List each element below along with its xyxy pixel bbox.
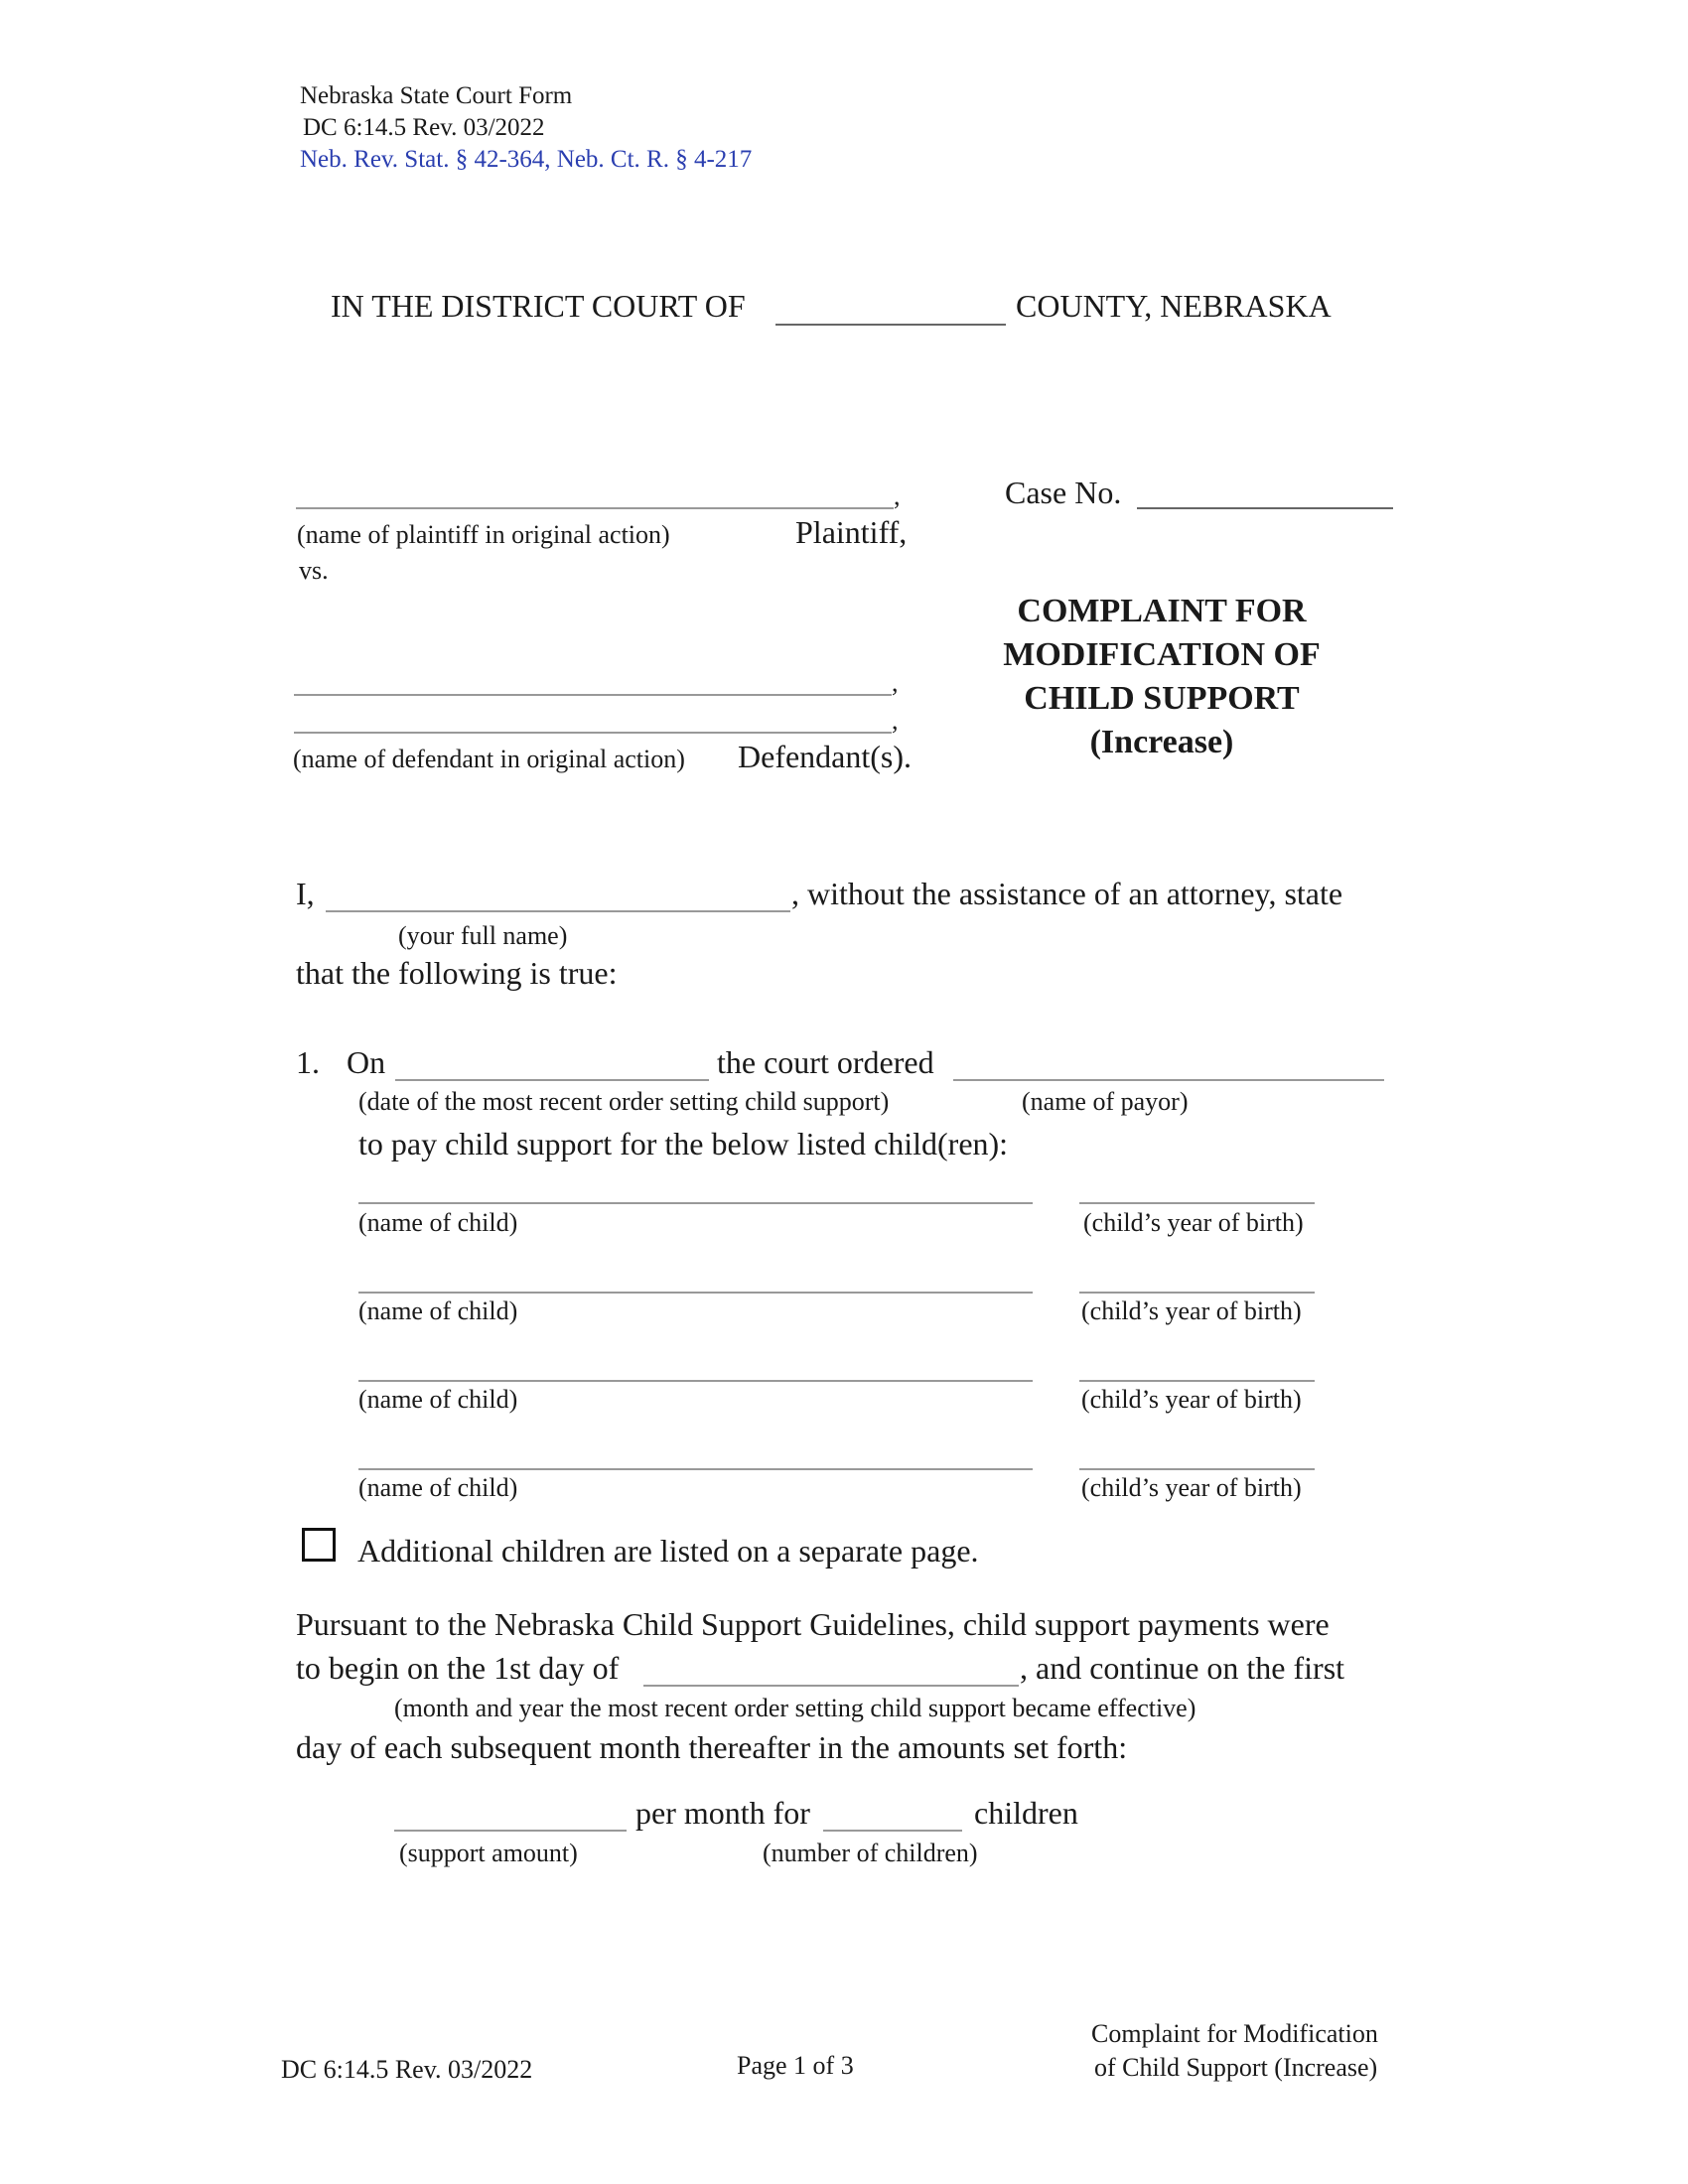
- effective-month-field[interactable]: [643, 1685, 1019, 1687]
- child-year-field-3[interactable]: [1079, 1380, 1315, 1382]
- child-name-hint-1: (name of child): [358, 1208, 518, 1237]
- defendant-comma-2: ,: [892, 706, 899, 735]
- child-name-field-2[interactable]: [358, 1292, 1033, 1294]
- defendant-hint: (name of defendant in original action): [293, 745, 685, 773]
- child-year-hint-2: (child’s year of birth): [1081, 1297, 1302, 1325]
- child-year-hint-1: (child’s year of birth): [1083, 1208, 1304, 1237]
- payor-hint: (name of payor): [1022, 1087, 1189, 1116]
- footer-title-1: Complaint for Modification: [1091, 2019, 1378, 2048]
- support-amount-field[interactable]: [394, 1830, 627, 1832]
- footer-page-number: Page 1 of 3: [737, 2051, 854, 2080]
- order-date-hint: (date of the most recent order setting child support): [358, 1087, 890, 1116]
- guidelines-line-1: Pursuant to the Nebraska Child Support Guidelines, child support payments were: [296, 1606, 1330, 1642]
- guidelines-line-2a: to begin on the 1st day of: [296, 1650, 620, 1686]
- child-year-field-4[interactable]: [1079, 1468, 1315, 1470]
- defendant-name-field-1[interactable]: [294, 694, 892, 696]
- vs-label: vs.: [299, 556, 329, 585]
- pay-text: to pay child support for the below listed child(ren):: [358, 1126, 1009, 1161]
- intro-continuation: that the following is true:: [296, 955, 618, 991]
- child-year-hint-4: (child’s year of birth): [1081, 1473, 1302, 1502]
- plaintiff-hint: (name of plaintiff in original action): [297, 520, 670, 549]
- children-count-field[interactable]: [823, 1830, 962, 1832]
- guidelines-line-3: day of each subsequent month thereafter in the amounts set forth:: [296, 1729, 1128, 1765]
- case-no-field[interactable]: [1137, 507, 1393, 509]
- defendant-name-field-2[interactable]: [294, 732, 892, 734]
- defendant-comma-1: ,: [892, 668, 899, 697]
- additional-children-checkbox[interactable]: [302, 1528, 336, 1562]
- form-number: DC 6:14.5 Rev. 03/2022: [303, 114, 545, 141]
- statute-link[interactable]: Neb. Rev. Stat. § 42-364, Neb. Ct. R. § 4-217: [300, 146, 753, 173]
- full-name-hint: (your full name): [398, 921, 568, 950]
- per-month-text: per month for: [635, 1795, 810, 1831]
- item-on: On: [347, 1044, 386, 1080]
- child-year-hint-3: (child’s year of birth): [1081, 1385, 1302, 1414]
- title-line-3: CHILD SUPPORT: [1024, 680, 1300, 717]
- plaintiff-name-field[interactable]: [296, 507, 894, 509]
- child-name-field-1[interactable]: [358, 1202, 1033, 1204]
- intro-statement: , without the assistance of an attorney, state: [791, 876, 1343, 911]
- footer-title-2: of Child Support (Increase): [1094, 2053, 1378, 2082]
- guidelines-line-2b: , and continue on the first: [1020, 1650, 1345, 1686]
- title-line-1: COMPLAINT FOR: [1017, 593, 1307, 629]
- child-name-hint-2: (name of child): [358, 1297, 518, 1325]
- footer-form-number: DC 6:14.5 Rev. 03/2022: [281, 2055, 533, 2084]
- plaintiff-label: Plaintiff,: [795, 514, 908, 550]
- form-name: Nebraska State Court Form: [300, 82, 573, 109]
- title-line-2: MODIFICATION OF: [1003, 636, 1321, 673]
- plaintiff-comma: ,: [894, 481, 901, 510]
- title-line-4: (Increase): [1089, 724, 1234, 760]
- payor-name-field[interactable]: [953, 1079, 1384, 1081]
- full-name-field[interactable]: [326, 910, 790, 912]
- child-name-field-3[interactable]: [358, 1380, 1033, 1382]
- document-title: [983, 590, 1340, 764]
- intro-i: I,: [296, 876, 315, 911]
- child-name-hint-3: (name of child): [358, 1385, 518, 1414]
- child-name-field-4[interactable]: [358, 1468, 1033, 1470]
- children-count-hint: (number of children): [763, 1839, 978, 1867]
- children-text: children: [974, 1795, 1078, 1831]
- child-year-field-1[interactable]: [1079, 1202, 1315, 1204]
- order-date-field[interactable]: [395, 1079, 709, 1081]
- additional-children-label: Additional children are listed on a separate page.: [357, 1533, 979, 1569]
- child-name-hint-4: (name of child): [358, 1473, 518, 1502]
- effective-month-hint: (month and year the most recent order setting child support became effective): [394, 1694, 1196, 1722]
- defendant-label: Defendant(s).: [738, 739, 913, 774]
- support-amount-hint: (support amount): [399, 1839, 578, 1867]
- county-field[interactable]: [775, 324, 1006, 326]
- court-prefix: IN THE DISTRICT COURT OF: [331, 288, 746, 324]
- case-no-label: Case No.: [1005, 475, 1122, 510]
- item-number: 1.: [296, 1044, 320, 1080]
- child-year-field-2[interactable]: [1079, 1292, 1315, 1294]
- court-suffix: COUNTY, NEBRASKA: [1016, 288, 1332, 324]
- court-ordered-text: the court ordered: [717, 1044, 934, 1080]
